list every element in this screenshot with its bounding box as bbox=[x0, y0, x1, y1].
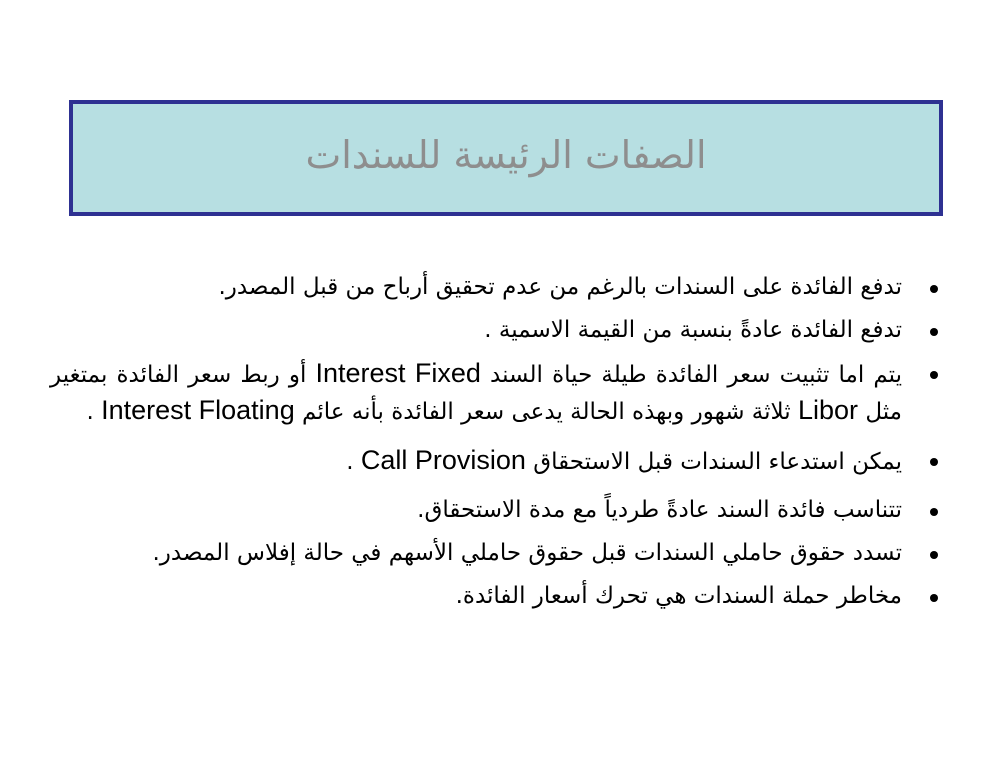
bullet-text: . bbox=[86, 399, 94, 425]
bullet-icon bbox=[930, 285, 938, 293]
title-box bbox=[69, 100, 943, 216]
bullet-text: تسدد حقوق حاملي السندات قبل حقوق حاملي الأسهم في حالة إفلاس المصدر. bbox=[152, 540, 902, 566]
bullet-text: . bbox=[346, 449, 354, 475]
bullet-list bbox=[50, 270, 946, 622]
term-interest-floating: Interest Floating bbox=[101, 395, 295, 425]
bullet-icon bbox=[930, 551, 938, 559]
bullet-item bbox=[50, 313, 946, 348]
term-call-provision: Call Provision bbox=[360, 445, 526, 475]
bullet-icon bbox=[930, 328, 938, 336]
bullet-text: أو ربط سعر الفائدة بمتغير مثل bbox=[50, 362, 902, 425]
bullet-text: تدفع الفائدة عادةً بنسبة من القيمة الاسمية . bbox=[484, 317, 902, 343]
bullet-icon bbox=[930, 508, 938, 516]
bullet-item bbox=[50, 536, 946, 571]
bullet-text: يتم اما تثبيت سعر الفائدة طيلة حياة السند bbox=[490, 362, 903, 388]
term-interest-fixed: Interest Fixed bbox=[315, 358, 481, 388]
bullet-text: مخاطر حملة السندات هي تحرك أسعار الفائدة. bbox=[455, 583, 902, 609]
bullet-text: تتناسب فائدة السند عادةً طردياً مع مدة الاستحقاق. bbox=[417, 497, 902, 523]
bullet-icon bbox=[930, 458, 938, 466]
bullet-icon bbox=[930, 371, 938, 379]
bullet-text: تدفع الفائدة على السندات بالرغم من عدم تحقيق أرباح من قبل المصدر. bbox=[218, 274, 902, 300]
bullet-item bbox=[50, 493, 946, 528]
slide-title: الصفات الرئيسة للسندات bbox=[305, 133, 707, 177]
bullet-text: يمكن استدعاء السندات قبل الاستحقاق bbox=[533, 449, 902, 475]
bullet-text: ثلاثة شهور وبهذه الحالة يدعى سعر الفائدة بأنه عائم bbox=[302, 399, 791, 425]
bullet-item bbox=[50, 356, 946, 430]
bullet-item bbox=[50, 270, 946, 305]
bullet-item bbox=[50, 579, 946, 614]
term-libor: Libor bbox=[797, 395, 858, 425]
bullet-icon bbox=[930, 594, 938, 602]
bullet-item bbox=[50, 443, 946, 480]
